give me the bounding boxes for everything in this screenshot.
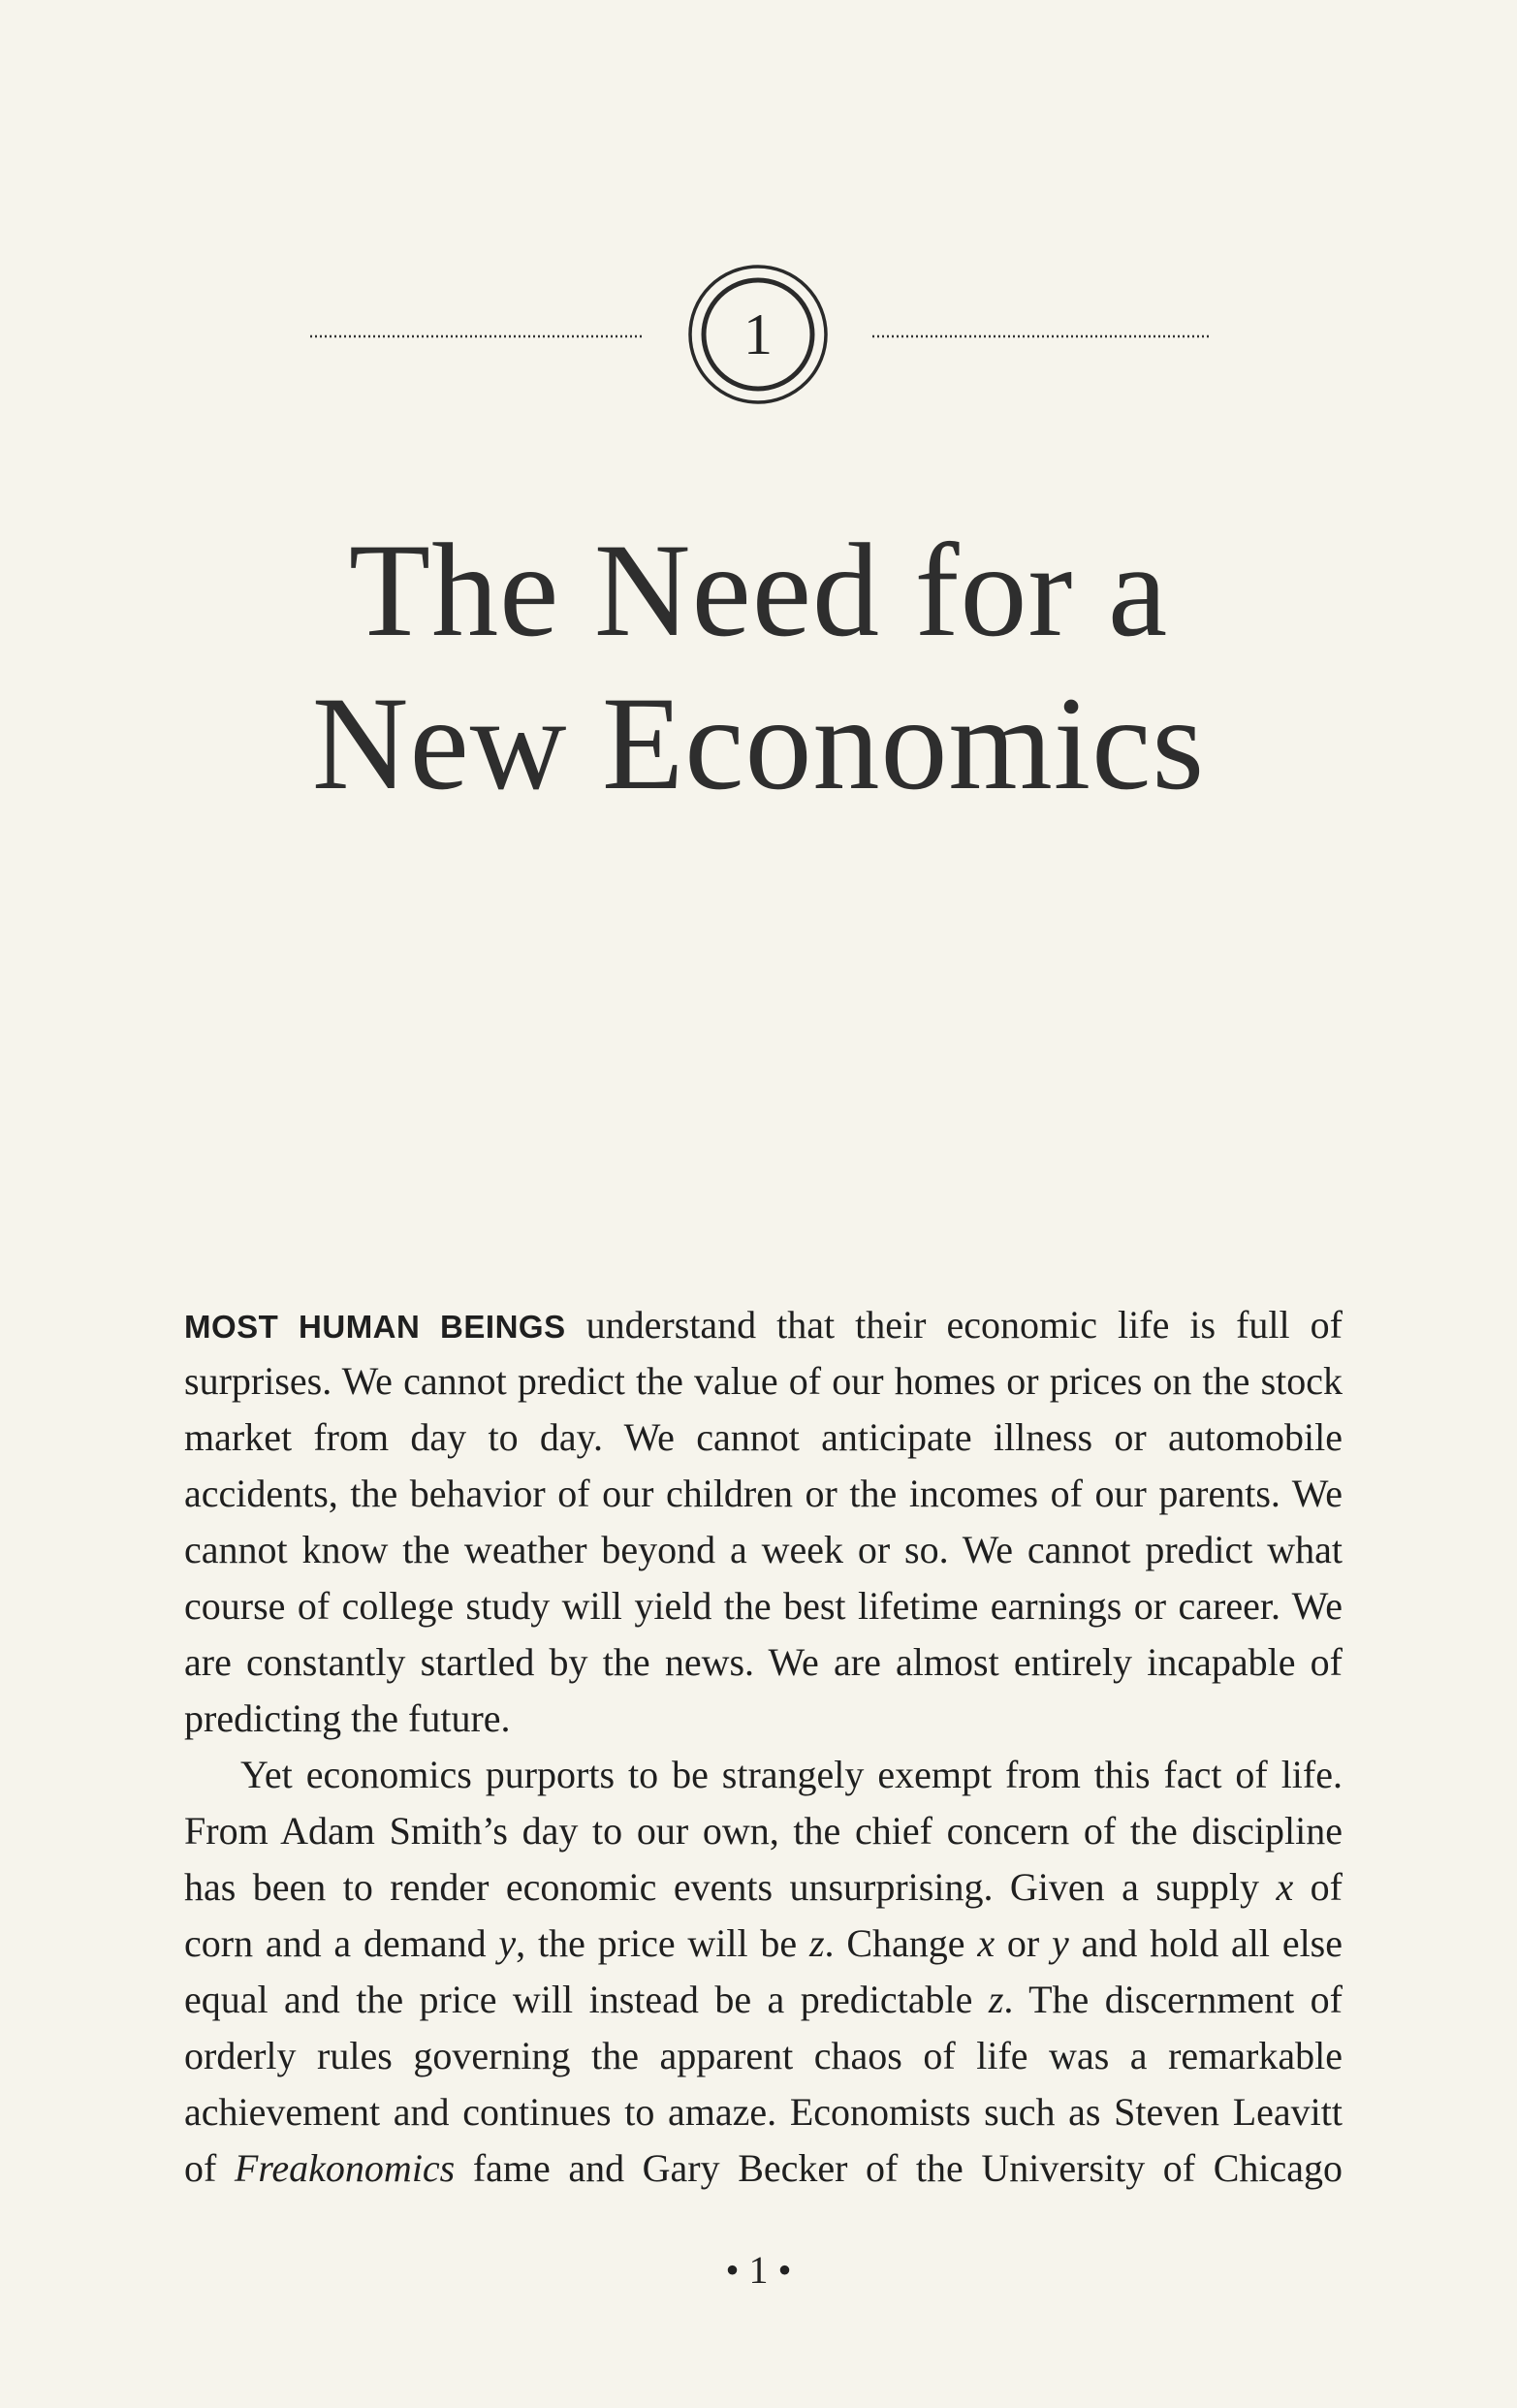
text-line: has been to render economic events unsurprising. Given a supply x of: [184, 1865, 1343, 1909]
text-line: corn and a demand y, the price will be z. Change x or y and hold all else: [184, 1921, 1343, 1965]
page-number: • 1 •: [725, 2248, 792, 2292]
lead-in: MOST HUMAN BEINGS: [184, 1309, 566, 1345]
text-line: surprises. We cannot predict the value of our homes or prices on the stock: [184, 1359, 1343, 1403]
book-title: Freakonomics: [234, 2146, 456, 2190]
text-line: predicting the future.: [184, 1696, 511, 1740]
text-line: equal and the price will instead be a predictable z. The discernment of: [184, 1978, 1343, 2021]
text-line: course of college study will yield the best lifetime earnings or career. We: [184, 1584, 1343, 1628]
chapter-number: 1: [743, 302, 773, 366]
text-line: market from day to day. We cannot anticipate illness or automobile: [184, 1415, 1343, 1459]
chapter-title-line-1: The Need for a: [348, 516, 1169, 664]
text-line: Yet economics purports to be strangely exempt from this fact of life.: [240, 1753, 1343, 1796]
text-line: From Adam Smith’s day to our own, the chief concern of the discipline: [184, 1809, 1343, 1853]
text-line: are constantly startled by the news. We are almost entirely incapable of: [184, 1640, 1343, 1684]
text-line: MOST HUMAN BEINGS understand that their economic life is full of: [184, 1303, 1343, 1347]
text-line: accidents, the behavior of our children or the incomes of our parents. We: [184, 1472, 1343, 1515]
text-line: orderly rules governing the apparent chaos of life was a remarkable: [184, 2034, 1343, 2077]
chapter-title: [194, 514, 1323, 820]
text-line: cannot know the weather beyond a week or so. We cannot predict what: [184, 1528, 1343, 1571]
body-text: [184, 1297, 1343, 2197]
paragraph-2: [184, 1747, 1343, 2197]
text-line: of Freakonomics fame and Gary Becker of the University of Chicago: [184, 2146, 1343, 2190]
text-line: achievement and continues to amaze. Economists such as Steven Leavitt: [184, 2090, 1343, 2134]
paragraph-1: [184, 1297, 1343, 1747]
chapter-title-line-2: New Economics: [311, 669, 1206, 817]
